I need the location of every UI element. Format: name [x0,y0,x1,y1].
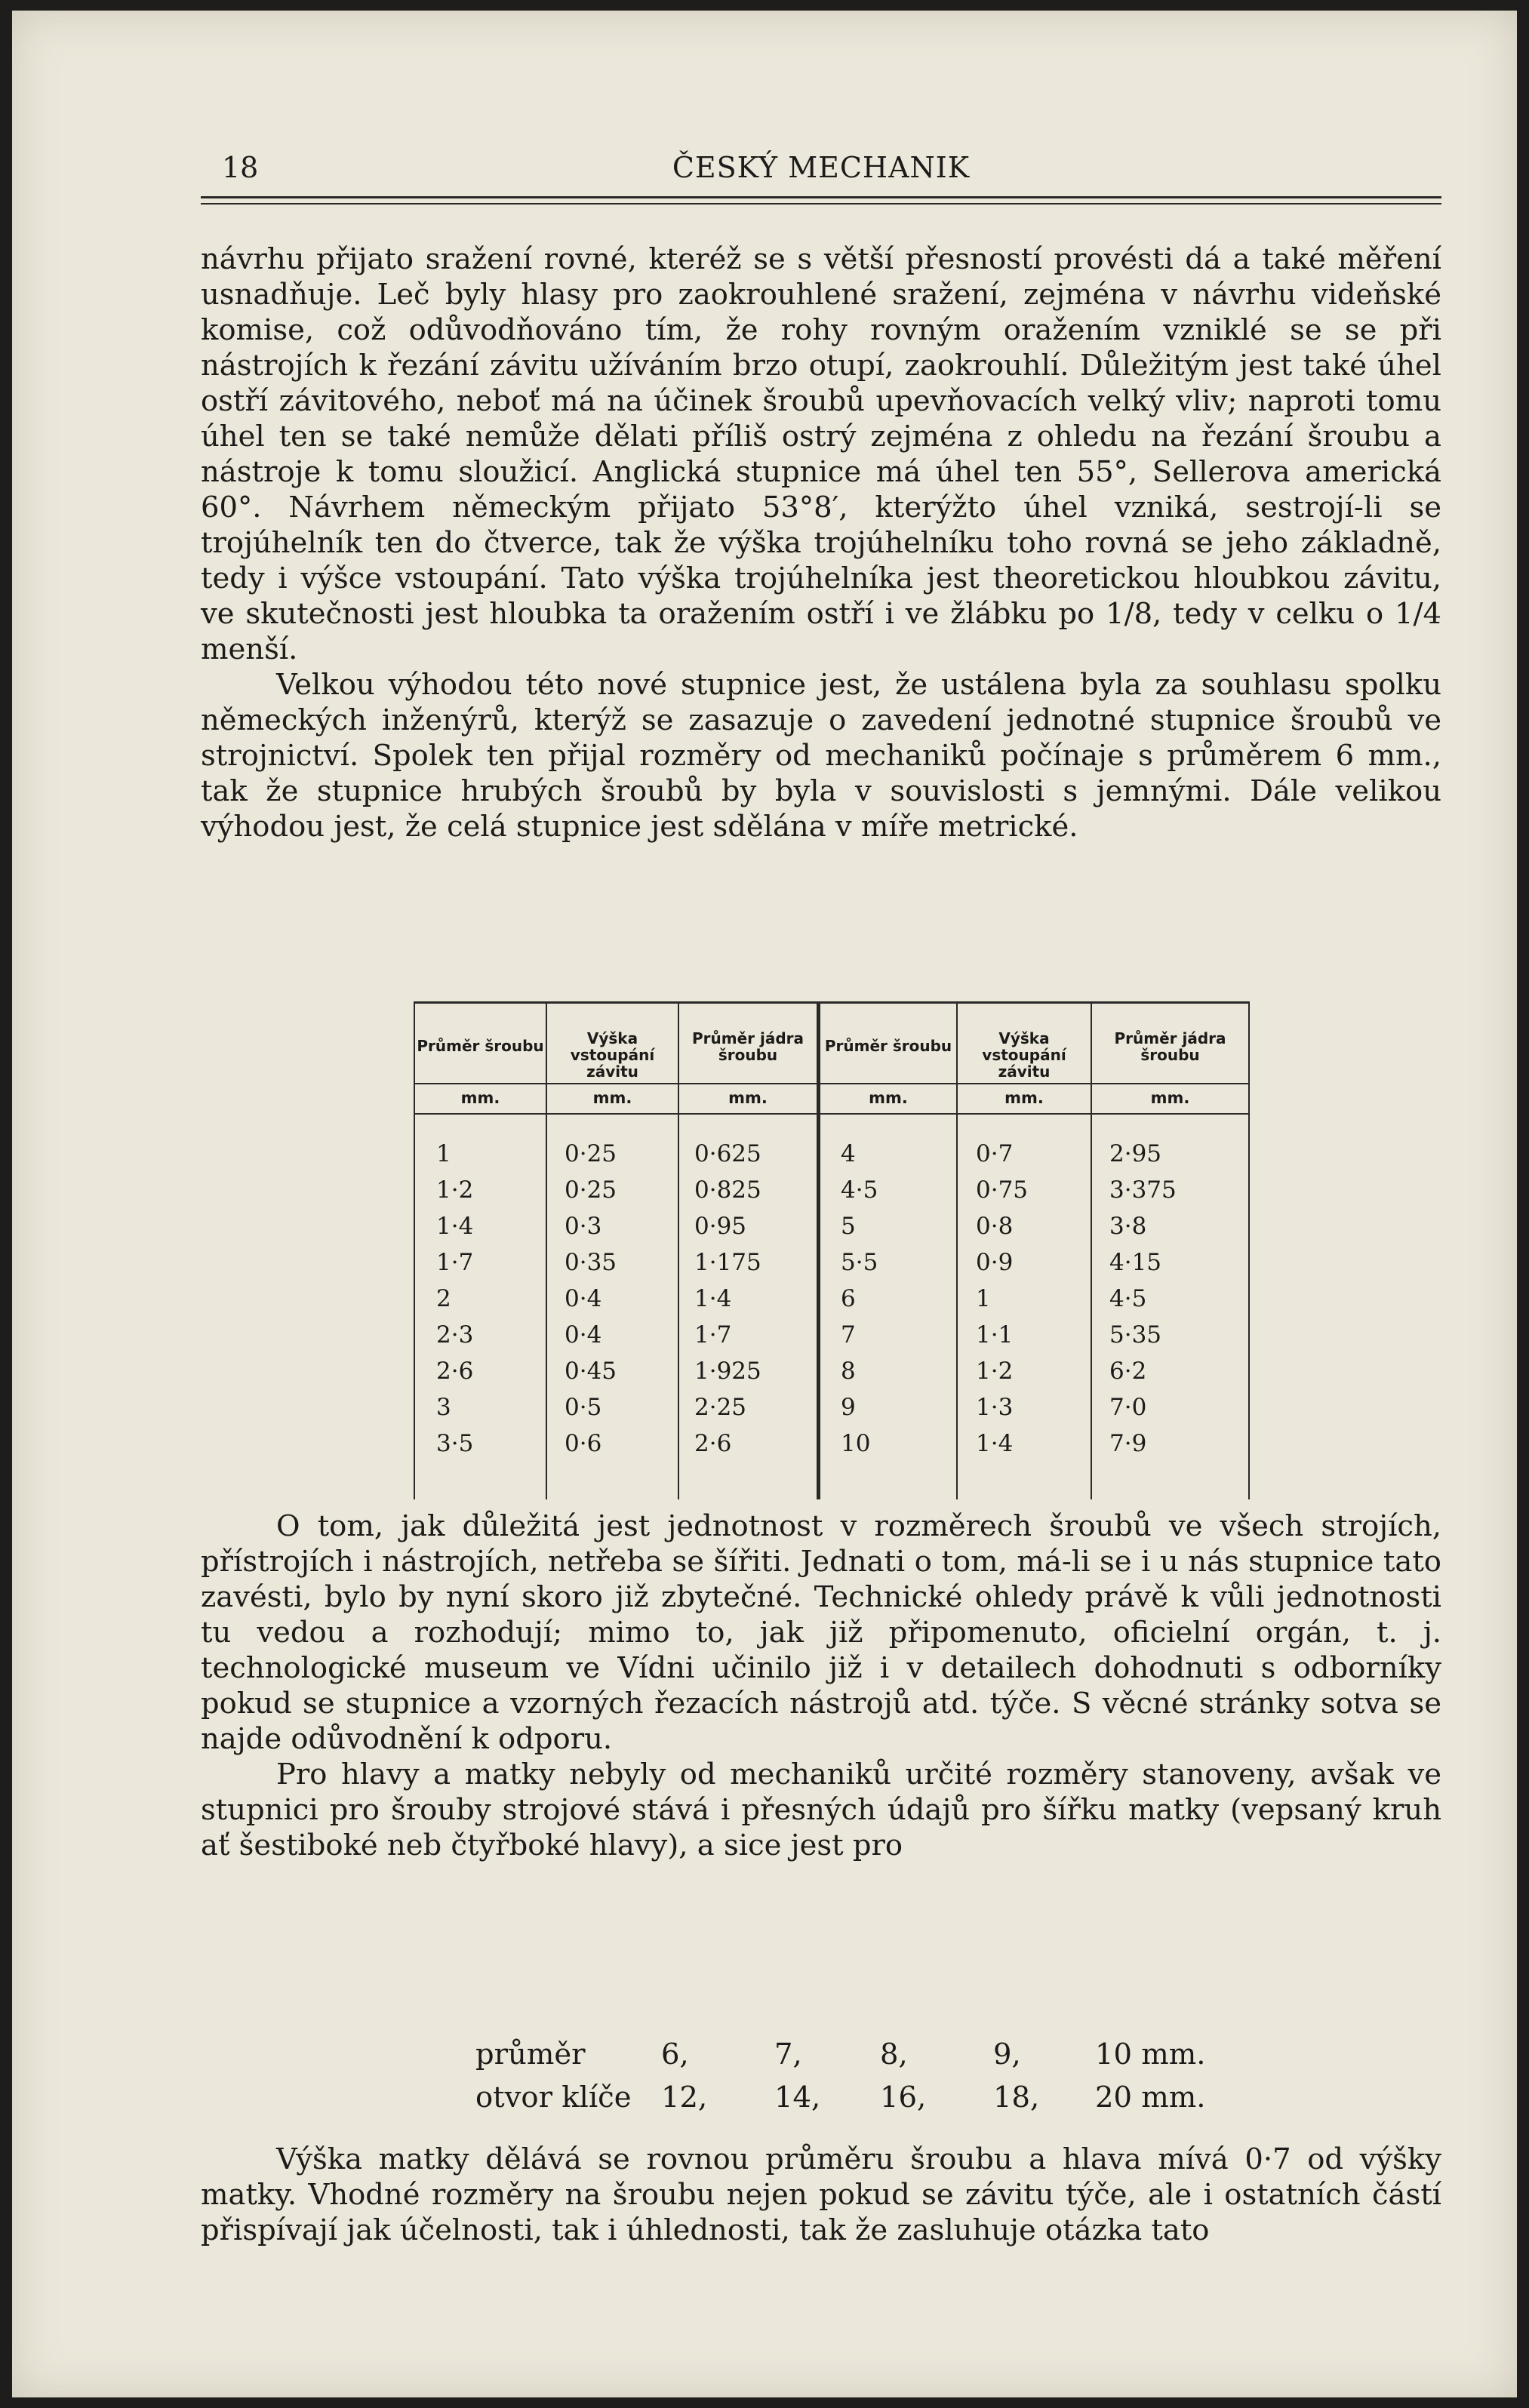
table-cell: 0·3 [565,1213,602,1240]
dimension-value: 6, [661,2037,689,2071]
table-cell: 2·3 [436,1321,474,1349]
table-cell: 1·2 [976,1358,1014,1385]
table-cell: 2·6 [436,1358,474,1385]
table-cell: 3 [436,1394,451,1421]
page-header [201,145,1441,190]
dimension-value: 7, [774,2037,802,2071]
paragraph: Pro hlavy a matky nebyly od mechaniků určité rozměry stanoveny, avšak ve stupnici pro šrouby strojové stává i přesných údajů pro šířku matky (vepsaný kruh ať šestiboké neb čtyřboké hlavy), a sice jest pro [201,1758,1441,1862]
table-cell: 0·8 [976,1213,1014,1240]
table-cell: 2 [436,1285,451,1312]
diameter-row [201,2037,1441,2073]
paragraph: návrhu přijato sražení rovné, kteréž se s větší přesností provésti dá a také měření usnadňuje. Leč byly hlasy pro zaokrouhlené sražení, zejména v návrhu videňské komise, což odůvodňováno tím, že rohy rovným oražením vzniklé se se při nástrojích k řezání závitu užíváním brzo otupí, zaokrouhlí. Důležitým jest také úhel ostří závitového, neboť má na účinek šroubů upevňovacích velký vliv; naproti tomu úhel ten se také nemůže dělati příliš ostrý zejména z ohledu na řezání šroubu a nástroje k tomu sloužicí. Anglická stupnice má úhel ten 55°, Sellerova americká 60°. Návrhem německým přijato 53°8′, kterýžto úhel vzniká, sestrojí-li se trojúhelník ten do čtverce, tak že výška trojúhelníku toho rovná se jeho základně, tedy i výšce vstoupání. Tato výška trojúhelníka jest theoretickou hloubkou závitu, ve skutečnosti jest hloubka ta oražením ostří i ve žlábku po 1/8, tedy v celku o 1/4 menší. [201,242,1441,666]
table-unit: mm. [1004,1089,1044,1107]
paragraph: Velkou výhodou této nové stupnice jest, že ustálena byla za souhlasu spolku německých inženýrů, kterýž se zasazuje o zavedení jednotné stupnice šroubů ve strojnictví. Spolek ten přijal rozměry od mechaniků počínaje s průměrem 6 mm., tak že stupnice hrubých šroubů by byla v souvislosti s jemnými. Dále velikou výhodou jest, že celá stupnice jest sdělána v míře metrické. [201,668,1441,844]
table-cell: 1·1 [976,1321,1014,1349]
table-cell: 0·825 [694,1176,761,1204]
wrench-label: otvor klíče [475,2080,632,2114]
table-unit: mm. [869,1089,908,1107]
wrench-row [201,2080,1441,2116]
table-header: Průměr šroubu [824,1037,952,1055]
table-unit: mm. [728,1089,768,1107]
table-unit: mm. [1150,1089,1190,1107]
running-title: ČESKÝ MECHANIK [672,151,971,184]
body-text-top [201,241,1441,844]
table-cell: 5·5 [841,1249,878,1276]
screw-dimensions-table [414,1001,1250,1499]
table-cell: 2·6 [694,1430,732,1457]
header-rule-thick [201,196,1441,198]
table-cell: 0·45 [565,1358,617,1385]
table-cell: 6 [841,1285,856,1312]
dimension-value: 10 mm. [1095,2037,1206,2071]
table-header: Výška vstoupání závitu [982,1029,1066,1081]
table-cell: 0·75 [976,1176,1029,1204]
table-cell: 0·7 [976,1140,1014,1167]
table-cell: 1·7 [694,1321,732,1349]
dimension-value: 20 mm. [1095,2080,1206,2114]
table-cell: 4 [841,1140,856,1167]
table-vline [414,1001,415,1499]
table-cell: 2·25 [694,1394,747,1421]
body-text-final [201,2142,1441,2248]
table-cell: 1 [436,1140,451,1167]
table-cell: 1·4 [436,1213,474,1240]
table-vline [678,1001,679,1499]
diameter-label: průměr [475,2037,586,2071]
table-cell: 3·8 [1109,1213,1147,1240]
table-cell: 1·2 [436,1176,474,1204]
table-cell: 0·4 [565,1321,602,1349]
table-cell: 9 [841,1394,856,1421]
dimension-value: 16, [880,2080,927,2114]
table-vline-double [817,1001,820,1499]
table-cell: 4·15 [1109,1249,1162,1276]
table-cell: 1·4 [976,1430,1014,1457]
table-top-rule [414,1001,1250,1004]
table-header: Průměr jádra šroubu [1114,1029,1226,1064]
dimension-value: 8, [880,2037,908,2071]
paragraph: Výška matky dělává se rovnou průměru šroubu a hlava mívá 0·7 od výšky matky. Vhodné rozměry na šroubu nejen pokud se závitu týče, ale i ostatních částí přispívají jak účelnosti, tak i úhlednosti, tak že zasluhuje otázka tato [201,2142,1441,2247]
dimension-value: 12, [661,2080,708,2114]
table-cell: 7·0 [1109,1394,1147,1421]
table-cell: 0·95 [694,1213,747,1240]
table-header-rule [414,1083,1250,1084]
book-page [12,11,1517,2397]
table-cell: 8 [841,1358,856,1385]
table-cell: 6·2 [1109,1358,1147,1385]
table-units-rule [414,1113,1250,1115]
table-cell: 2·95 [1109,1140,1162,1167]
dimension-value: 9, [993,2037,1021,2071]
table-cell: 0·9 [976,1249,1014,1276]
table-cell: 10 [841,1430,871,1457]
dimension-value: 18, [993,2080,1040,2114]
table-vline [1091,1001,1092,1499]
table-cell: 0·625 [694,1140,761,1167]
table-cell: 0·4 [565,1285,602,1312]
table-cell: 5 [841,1213,856,1240]
table-cell: 1·925 [694,1358,761,1385]
table-cell: 0·5 [565,1394,602,1421]
table-unit: mm. [460,1089,500,1107]
table-cell: 1·175 [694,1249,761,1276]
table-cell: 1·4 [694,1285,732,1312]
table-unit: mm. [592,1089,632,1107]
table-cell: 0·25 [565,1176,617,1204]
table-cell: 0·25 [565,1140,617,1167]
table-cell: 7 [841,1321,856,1349]
table-cell: 1·3 [976,1394,1014,1421]
table-cell: 3·5 [436,1430,474,1457]
table-cell: 1 [976,1285,991,1312]
paragraph: O tom, jak důležitá jest jednotnost v rozměrech šroubů ve všech strojích, přístrojích i nástrojích, netřeba se šířiti. Jednati o tom, má-li se i u nás stupnice tato zavésti, bylo by nyní skoro již zbytečné. Technické ohledy právě k vůli jednotnosti tu vedou a rozhodují; mimo to, jak již připomenuto, oficielní orgán, t. j. technologické museum ve Vídni učinilo již i v detailech dohodnuti s odborníky pokud se stupnice a vzorných řezacích nástrojů atd. týče. S věcné stránky sotva se najde odůvodnění k odporu. [201,1509,1441,1756]
table-cell: 4·5 [841,1176,878,1204]
table-cell: 0·6 [565,1430,602,1457]
table-vline [1248,1001,1250,1499]
dimension-value: 14, [774,2080,821,2114]
table-cell: 0·35 [565,1249,617,1276]
table-cell: 5·35 [1109,1321,1162,1349]
table-cell: 1·7 [436,1249,474,1276]
table-cell: 4·5 [1109,1285,1147,1312]
table-header: Výška vstoupání závitu [570,1029,655,1081]
body-text-bottom [201,1508,1441,1863]
table-header: Průměr šroubu [417,1037,544,1055]
page-number: 18 [222,151,259,184]
table-cell: 7·9 [1109,1430,1147,1457]
header-rule-thin [201,203,1441,205]
table-header: Průměr jádra šroubu [691,1029,804,1064]
table-cell: 3·375 [1109,1176,1177,1204]
